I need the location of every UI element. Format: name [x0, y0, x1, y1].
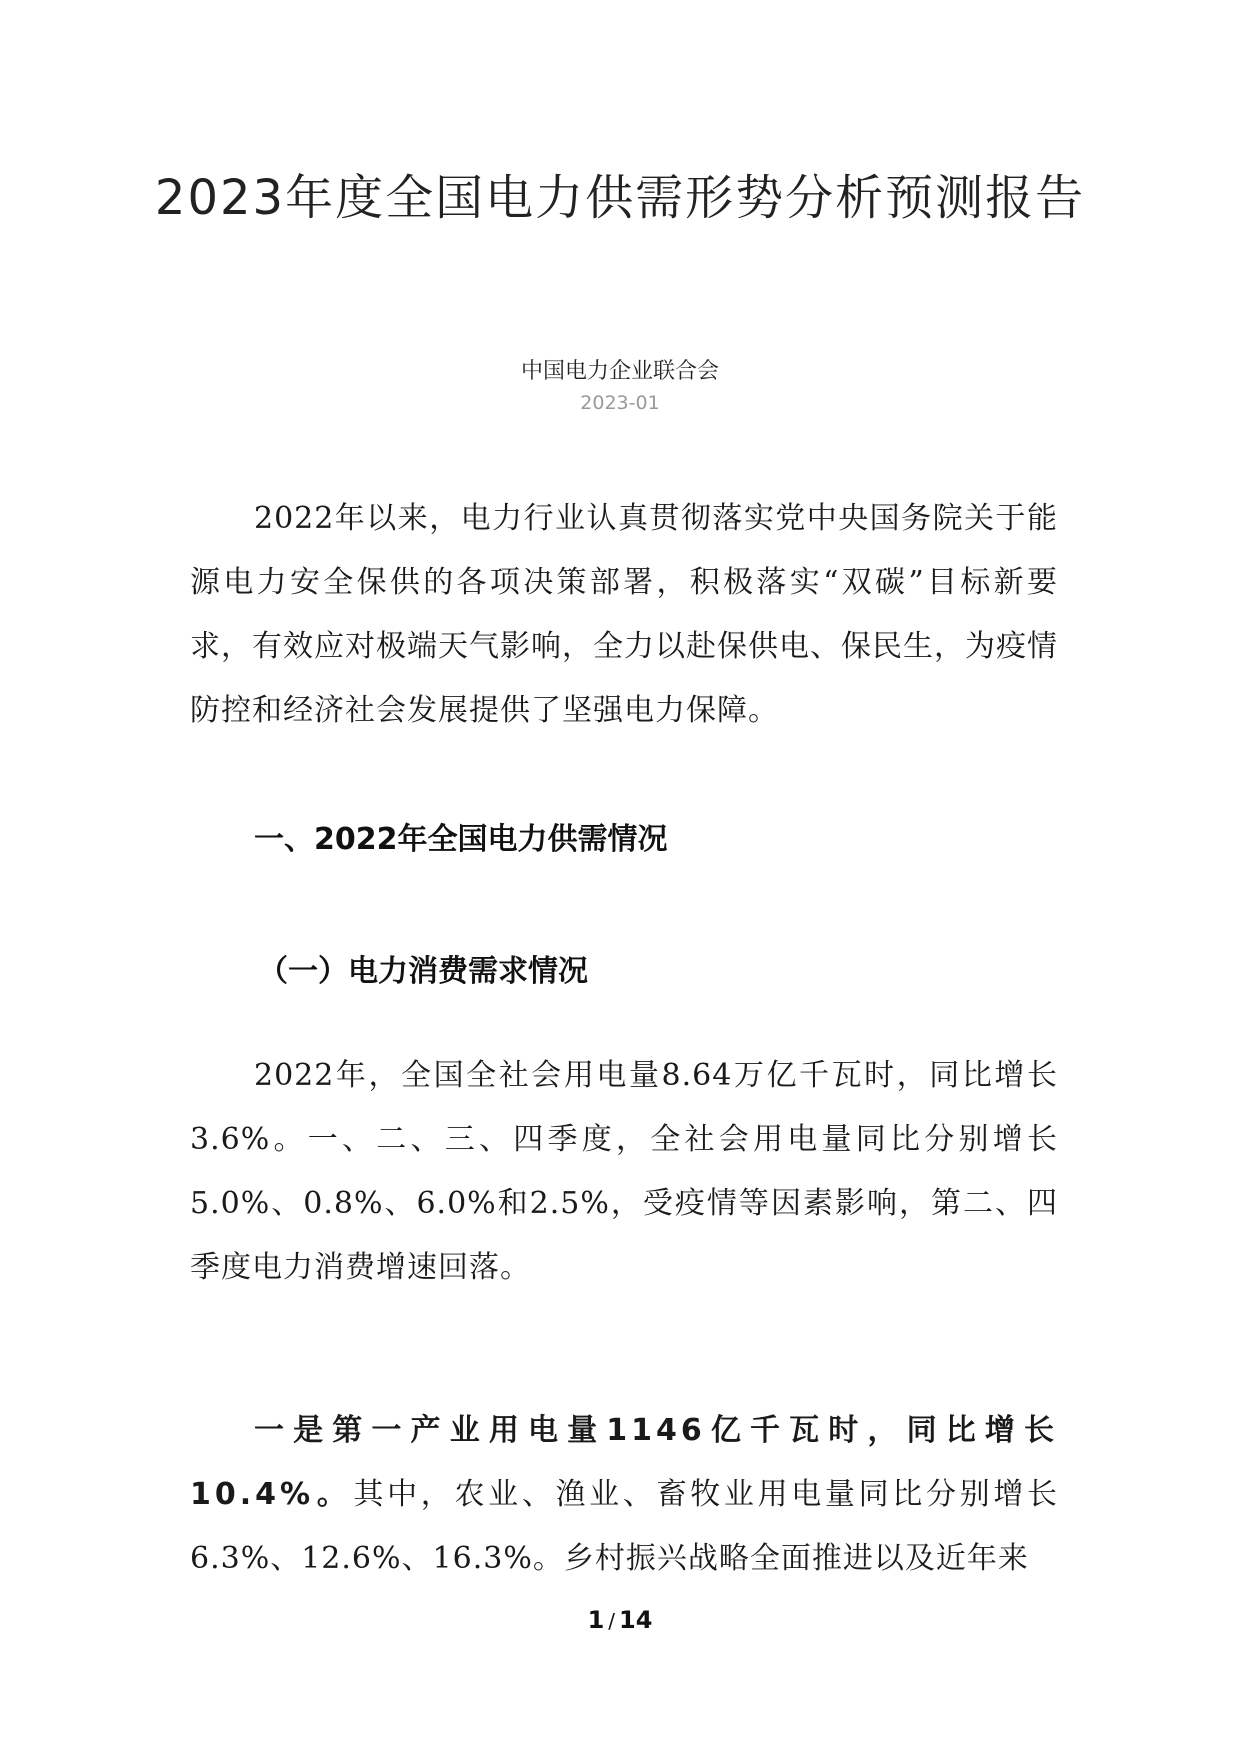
- primary-industry-text: 其中，农业、渔业、畜牧业用电量同比分别增长6.3%、12.6%、16.3%。乡村振兴战略全面推进以及近年来: [190, 1477, 1059, 1576]
- page-indicator: [0, 1604, 1240, 1637]
- organization-name: 中国电力企业联合会: [520, 359, 719, 384]
- publish-date: 2023-01: [580, 392, 660, 414]
- primary-industry-paragraph: [190, 1399, 1058, 1591]
- section-heading: 一、2022年全国电力供需情况: [254, 822, 668, 857]
- intro-paragraph: 2022年以来，电力行业认真贯彻落实党中央国务院关于能源电力安全保供的各项决策部署，积极落实“双碳”目标新要求，有效应对极端天气影响，全力以赴保供电、保民生，为疫情防控和经济社会发展提供了坚强电力保障。: [190, 501, 1058, 728]
- consumption-paragraph: 2022年，全国全社会用电量8.64万亿千瓦时，同比增长3.6%。一、二、三、四季度，全社会用电量同比分别增长5.0%、0.8%、6.0%和2.5%，受疫情等因素影响，第二、四季度电力消费增速回落。: [190, 1058, 1058, 1285]
- page-separator: /: [608, 1609, 616, 1633]
- document-title: 2023年度全国电力供需形势分析预测报告: [154, 170, 1086, 226]
- subsection-heading: （一）电力消费需求情况: [258, 954, 588, 989]
- primary-industry-lead: 一是第一产业用电量1146亿千瓦时，同比增长10.4%。: [190, 1413, 1058, 1512]
- total-pages: 14: [619, 1606, 653, 1634]
- current-page: 1: [587, 1606, 605, 1634]
